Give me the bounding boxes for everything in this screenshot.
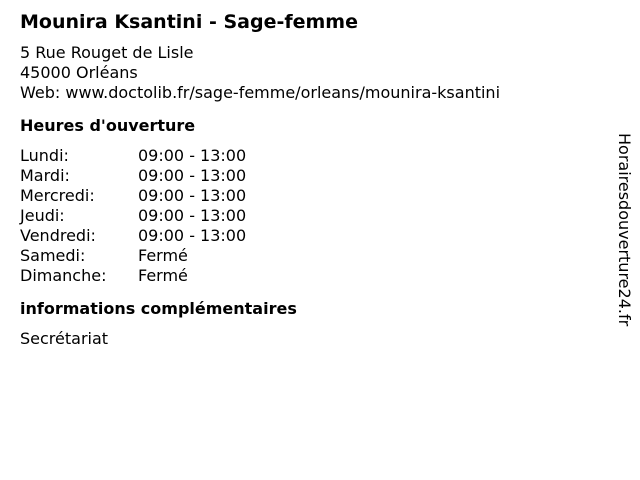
hours-time: 09:00 - 13:00 xyxy=(138,206,247,225)
info-heading: informations complémentaires xyxy=(20,299,297,318)
hours-time: Fermé xyxy=(138,246,188,265)
hours-day: Samedi: xyxy=(20,246,86,265)
hours-row xyxy=(20,266,600,286)
hours-row xyxy=(20,206,600,226)
hours-row xyxy=(20,186,600,206)
hours-day: Mardi: xyxy=(20,166,70,185)
hours-row xyxy=(20,166,600,186)
hours-day: Dimanche: xyxy=(20,266,107,285)
hours-day: Lundi: xyxy=(20,146,69,165)
business-card xyxy=(20,10,600,349)
hours-time: 09:00 - 13:00 xyxy=(138,186,247,205)
hours-time: 09:00 - 13:00 xyxy=(138,146,247,165)
page-title: Mounira Ksantini - Sage-femme xyxy=(20,11,358,33)
hours-time: Fermé xyxy=(138,266,188,285)
address-city: 45000 Orléans xyxy=(20,63,138,82)
hours-time: 09:00 - 13:00 xyxy=(138,166,247,185)
hours-day: Vendredi: xyxy=(20,226,96,245)
hours-row xyxy=(20,146,600,166)
hours-heading: Heures d'ouverture xyxy=(20,116,196,135)
hours-row xyxy=(20,246,600,266)
brand-watermark: Horairesdouverture24.fr xyxy=(615,133,634,327)
hours-day: Jeudi: xyxy=(20,206,65,225)
info-text: Secrétariat xyxy=(20,329,109,348)
hours-list xyxy=(20,146,600,286)
address-block xyxy=(20,43,600,103)
hours-row xyxy=(20,226,600,246)
address-street: 5 Rue Rouget de Lisle xyxy=(20,43,194,62)
hours-day: Mercredi: xyxy=(20,186,95,205)
address-web: Web: www.doctolib.fr/sage-femme/orleans/mounira-ksantini xyxy=(20,83,501,102)
hours-time: 09:00 - 13:00 xyxy=(138,226,247,245)
